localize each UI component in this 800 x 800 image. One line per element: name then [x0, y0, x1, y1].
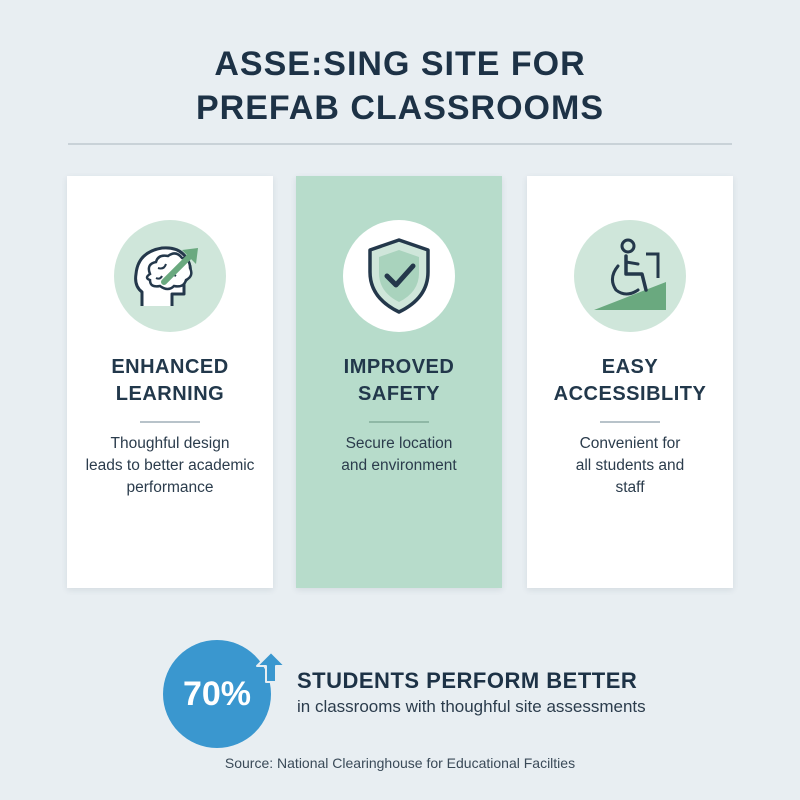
brain-growth-icon — [114, 220, 226, 332]
shield-check-icon — [343, 220, 455, 332]
wheelchair-ramp-icon — [574, 220, 686, 332]
card-improved-safety — [296, 176, 502, 588]
card-enhanced-learning — [67, 176, 273, 588]
card-description-line-2: leads to better academic — [85, 457, 255, 474]
card-description — [67, 433, 273, 499]
title-divider — [68, 143, 732, 145]
stat-subtext: in classrooms with thoughful site assessments — [297, 697, 646, 716]
card-title-line-1: EASY — [601, 356, 659, 378]
card-divider — [369, 421, 429, 423]
card-description-line-1: Thoughful design — [110, 435, 230, 452]
card-description-line-3: performance — [126, 479, 214, 496]
card-description-line-1: Convenient for — [579, 435, 681, 452]
card-description — [296, 433, 502, 477]
page-title-line-1: ASSE:SING SITE FOR — [214, 45, 586, 83]
card-title-line-1: ENHANCED — [111, 356, 229, 378]
card-easy-accessibility — [527, 176, 733, 588]
card-description-line-3: staff — [615, 479, 645, 496]
card-title-line-2: ACCESSIBLITY — [553, 383, 707, 405]
card-description — [527, 433, 733, 499]
card-title — [296, 354, 502, 408]
card-title — [527, 354, 733, 408]
card-title-line-1: IMPROVED — [343, 356, 455, 378]
source-note: Source: National Clearinghouse for Educational Facilties — [224, 755, 576, 771]
card-title-line-2: SAFETY — [358, 383, 440, 405]
arrow-up-icon — [255, 650, 287, 689]
card-description-line-2: and environment — [341, 457, 457, 474]
card-title — [67, 354, 273, 408]
stat-headline: STUDENTS PERFORM BETTER — [297, 668, 638, 693]
page-title — [0, 42, 800, 130]
page-title-line-2: PREFAB CLASSROOMS — [195, 89, 605, 127]
card-divider — [600, 421, 660, 423]
card-description-line-1: Secure location — [345, 435, 453, 452]
card-description-line-2: all students and — [575, 457, 685, 474]
card-divider — [140, 421, 200, 423]
card-title-line-2: LEARNING — [115, 383, 225, 405]
stat-value: 70% — [182, 675, 252, 713]
